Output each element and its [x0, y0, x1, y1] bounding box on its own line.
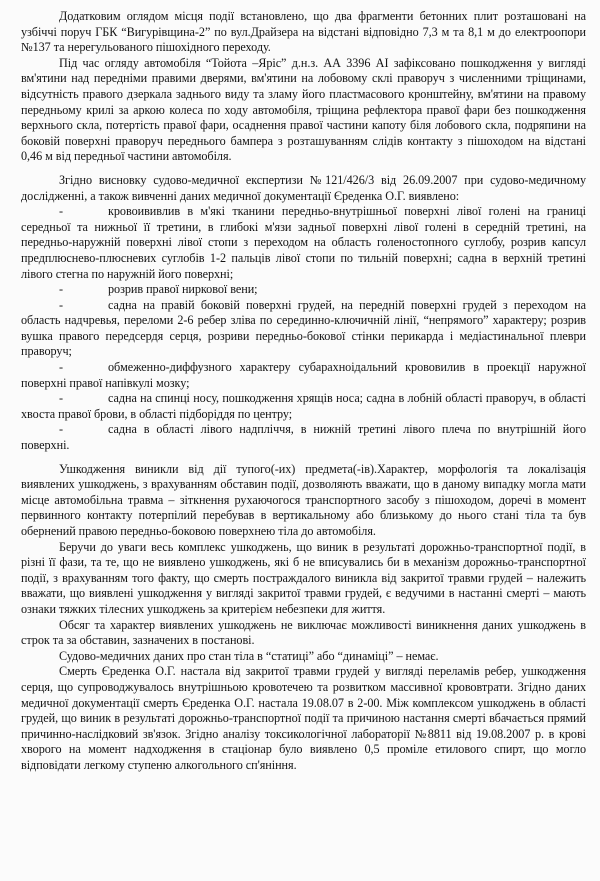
finding-text: кровоививлив в м'які тканини передньо-внутрішньої поверхні лівої голені на границі середньої та нижньої її третини, в глибокі м'язи задньої поверхні лівої голені в середній третині, на передньо-наружній поверхні лівої стопи з переходом на область голеностопного суглобу, розрив капсул предплюснево-плюсневих суглобів 1-2 пальців лівої стопи по тильній поверхні; садна в верхній третині лівого стегна по наружній його поверхні; [21, 204, 586, 281]
paragraph-expert-conclusion: Згідно висновку судово-медичної експертизи №121/426/3 від 26.09.2007 при судово-медичному дослідженні, а також вивченні даних медичної документації Єреденка О.Г. виявлено: [21, 172, 586, 203]
list-dash: - [59, 297, 64, 312]
finding-list-item [21, 204, 586, 282]
finding-text: садна в області лівого надпліччя, в нижній третині лівого плеча по внутрішній його поверхні. [21, 422, 586, 453]
finding-text: садна на правій боковій поверхні грудей, на передній поверхні грудей з переходом на область надчревья, переломи 2-6 ребер зліва по серединно-ключичній лінії, “непрямого” характеру; розрив вушка правого передсердя серця, розриви передньо-бокової стінки перикарда і медіастинальної плеври праворуч; [21, 297, 586, 359]
paragraph-injury-timing: Обсяг та характер виявлених ушкоджень не виключає можливості виникнення даних ушкоджень в строк та за обставин, зазначених в постанові. [21, 617, 586, 648]
paragraph-gap [21, 454, 586, 462]
paragraph-scene-inspection: Додатковим оглядом місця події встановлено, що два фрагменти бетонних плит розташовані на узбіччі поруч ГБК “Вигурівщина-2” по вул.Драйзера на відстані відповідно 7,3 м та 8,1 м до електроопори №137 та нерегульованого пішохідного переходу. [21, 9, 586, 55]
list-dash: - [59, 391, 64, 406]
finding-text: обмеженно-диффузного характеру субарахноідальний крововилив в проекції наружної поверхні правої напівкулі мозку; [21, 360, 586, 390]
paragraph-vehicle-inspection: Під час огляду автомобіля “Тойота –Яріс” д.н.з. АА 3396 АІ зафіксовано пошкодження у вигляді вм'ятини над передніми правими дверями, вм'ятини на лобовому склі праворуч з численними тріщинами, відсутність правого дзеркала заднього виду та зламу його пластмасового кронштейну, вм'ятини на правому передньому крилі за аркою колеса по ходу автомобіля, тріщина рефлектора правої фари без пошкодження верхнього скла, потертість правої фари, осаднення правої частини капоту біля лобового скла, подряпини на боковій поверхні праворуч переднього бампера з розташуванням слідів контакту з пішоходом на відстані 0,46 м від передньої частини автомобіля. [21, 55, 586, 164]
finding-list-item [21, 360, 586, 391]
list-dash: - [59, 422, 64, 437]
finding-text: розрив правої ниркової вени; [108, 282, 258, 297]
finding-text: садна на спинці носу, пошкодження хрящів носа; садна в лобній області праворуч, в області хвоста правої брови, в області підборіддя по центру; [21, 391, 586, 421]
finding-list-item [21, 422, 586, 453]
paragraph-injury-mechanism: Ушкодження виникли від дії тупого(-их) предмета(-ів).Характер, морфологія та локалізація виявлених ушкоджень, з врахуванням обставин події, дозволяють вважати, що в даному випадку могла мати місце автомобільна травма – зіткнення рухаючогося транспортного засобу з пішоходом, доречі в момент первинного контакту потерпілий перебував в вертикальному або близькому до нього стані тіла та був обернений правою передньо-боковою поверхнею тіла до автомобіля. [21, 461, 586, 538]
list-dash: - [59, 360, 64, 375]
list-dash: - [59, 204, 64, 219]
paragraph-statics-dynamics: Судово-медичних даних про стан тіла в “статиці” або “динаміці” – немає. [59, 648, 439, 663]
list-dash: - [59, 282, 64, 297]
paragraph-injury-severity: Беручи до уваги весь комплекс ушкоджень, що виник в результаті дорожньо-транспортної події, в різні її фази, та те, що не виявлено ушкоджень, які б не вписувались би в механізм дорожньо-транспортної події, з врахуванням того факту, що смерть постраждалого виникла від закритої травми грудей – належить вважати, що виявлені ушкодження у вигляді закритої травми грудей, є ведучими в настанні смерті – мають ознаки тяжких тілесних ушкоджень за критерієм небезпеки для життя. [21, 539, 586, 616]
finding-list-item [21, 298, 586, 360]
paragraph-cause-of-death: Смерть Єреденка О.Г. настала від закритої травми грудей у вигляді переламів ребер, ушкодження серця, що супроводжувалось внутрішньою кровотечею та розвитком массивної крововтрати. Згідно даних медичної документації смерть Єреденка О.Г. настала 19.08.07 в 2-00. Між комплексом ушкоджень в області грудей, що виник в результаті дорожньо-транспортної події та причиною настання смерті вбачається прямий причинно-наслідковий зв'язок. Згідно аналізу токсикологічної лабораторії №8811 від 19.08.2007 р. в крові хворого на момент надходження в стаціонар було виявлено 0,5 проміле етилового спирт, що могло відповідати легкому ступеню алкогольного сп'яніння. [21, 664, 586, 772]
paragraph-gap [21, 165, 586, 173]
finding-list-item [21, 282, 586, 298]
finding-list-item [21, 391, 586, 422]
